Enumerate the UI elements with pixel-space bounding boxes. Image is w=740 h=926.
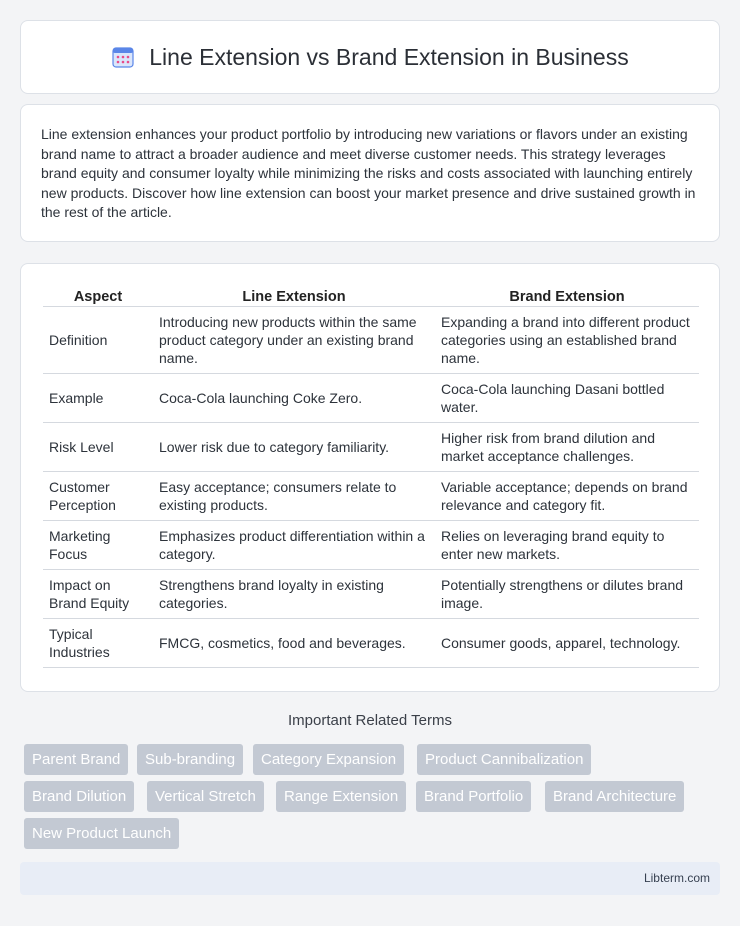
related-term-tag[interactable]: New Product Launch — [24, 818, 179, 849]
related-term-tag[interactable]: Parent Brand — [24, 744, 128, 775]
column-header-line-extension: Line Extension — [153, 286, 435, 307]
table-row — [43, 307, 699, 374]
table-row — [43, 570, 699, 619]
table-cell-brand: Coca-Cola launching Dasani bottled water. — [435, 374, 699, 423]
page-title: Line Extension vs Brand Extension in Business — [149, 43, 629, 70]
calendar-grid-icon — [111, 45, 135, 69]
comparison-table — [43, 286, 699, 668]
related-term-tag[interactable]: Brand Portfolio — [416, 781, 531, 812]
related-term-tag[interactable]: Brand Dilution — [24, 781, 134, 812]
table-cell-aspect: Impact on Brand Equity — [43, 570, 153, 619]
table-cell-line: Emphasizes product differentiation within a category. — [153, 521, 435, 570]
table-cell-line: Coca-Cola launching Coke Zero. — [153, 374, 435, 423]
table-row — [43, 472, 699, 521]
table-row — [43, 521, 699, 570]
table-cell-brand: Variable acceptance; depends on brand relevance and category fit. — [435, 472, 699, 521]
footer-bar — [20, 862, 720, 895]
table-cell-line: Strengthens brand loyalty in existing categories. — [153, 570, 435, 619]
related-terms-heading: Important Related Terms — [288, 712, 452, 729]
table-cell-aspect: Definition — [43, 307, 153, 374]
title-card — [20, 20, 720, 94]
table-cell-brand: Potentially strengthens or dilutes brand image. — [435, 570, 699, 619]
table-cell-brand: Expanding a brand into different product categories using an established brand name. — [435, 307, 699, 374]
table-row — [43, 619, 699, 668]
table-cell-brand: Relies on leveraging brand equity to enter new markets. — [435, 521, 699, 570]
table-cell-aspect: Typical Industries — [43, 619, 153, 668]
related-term-tag[interactable]: Brand Architecture — [545, 781, 684, 812]
table-header-row — [43, 286, 699, 307]
intro-text: Line extension enhances your product portfolio by introducing new variations or flavors under an existing brand name to attract a broader audience and meet diverse customer needs. This strategy leverages brand equity and consumer loyalty while minimizing the risks and costs associated with launching entirely new products. Discover how line extension can boost your market presence and drive sustained growth in the rest of the article. — [41, 126, 696, 221]
related-term-tag[interactable]: Category Expansion — [253, 744, 404, 775]
table-row — [43, 374, 699, 423]
table-cell-line: Easy acceptance; consumers relate to existing products. — [153, 472, 435, 521]
table-cell-aspect: Risk Level — [43, 423, 153, 472]
related-term-tag[interactable]: Product Cannibalization — [417, 744, 591, 775]
table-row — [43, 423, 699, 472]
related-term-tag[interactable]: Vertical Stretch — [147, 781, 264, 812]
footer-site-link[interactable]: Libterm.com — [643, 871, 710, 885]
table-cell-line: Lower risk due to category familiarity. — [153, 423, 435, 472]
table-cell-brand: Higher risk from brand dilution and market acceptance challenges. — [435, 423, 699, 472]
intro-card — [20, 104, 720, 242]
related-term-tag[interactable]: Range Extension — [276, 781, 406, 812]
column-header-aspect: Aspect — [43, 286, 153, 307]
table-cell-brand: Consumer goods, apparel, technology. — [435, 619, 699, 668]
table-cell-aspect: Example — [43, 374, 153, 423]
table-cell-line: FMCG, cosmetics, food and beverages. — [153, 619, 435, 668]
table-cell-aspect: Customer Perception — [43, 472, 153, 521]
related-term-tag[interactable]: Sub-branding — [137, 744, 243, 775]
column-header-brand-extension: Brand Extension — [435, 286, 699, 307]
comparison-table-card — [20, 263, 720, 692]
table-cell-aspect: Marketing Focus — [43, 521, 153, 570]
table-cell-line: Introducing new products within the same product category under an existing brand name. — [153, 307, 435, 374]
